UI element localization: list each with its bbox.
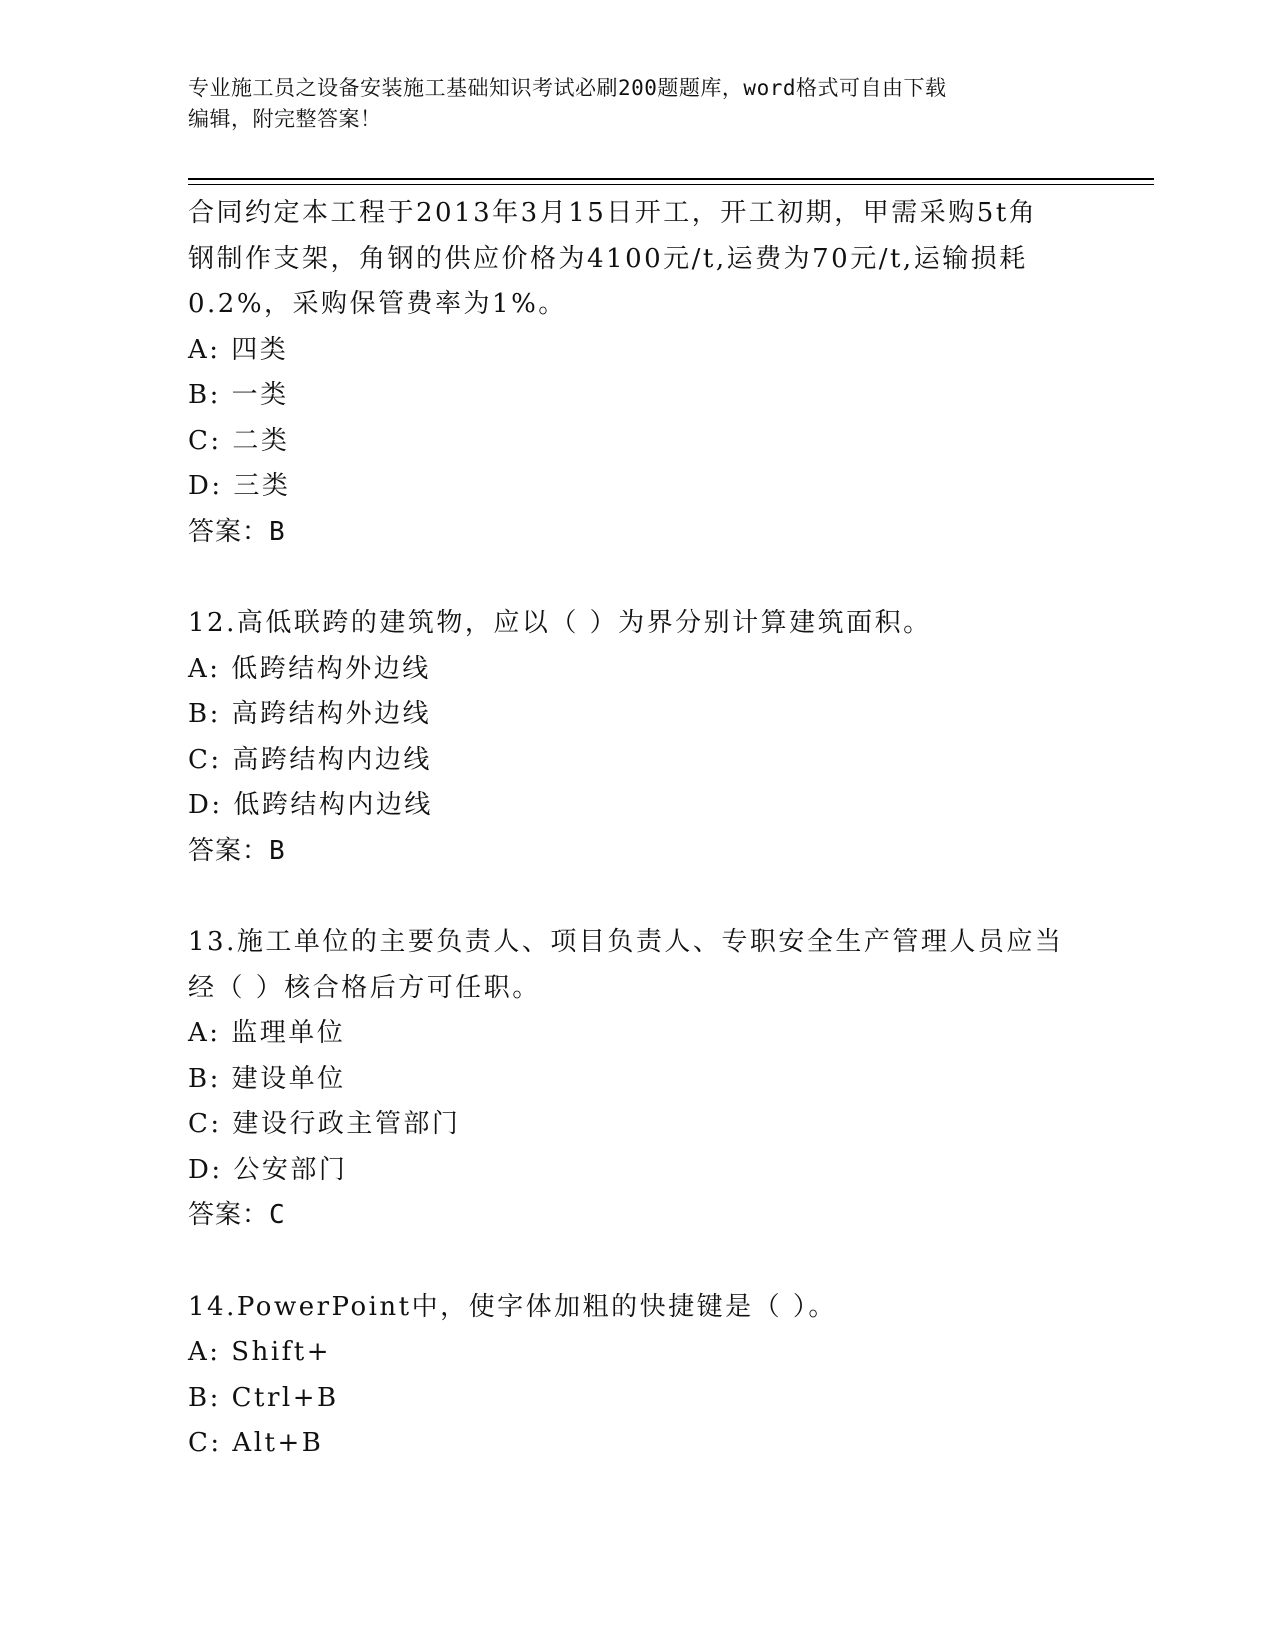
header-line-1: 专业施工员之设备安装施工基础知识考试必刷200题题库，word格式可自由下载 (188, 76, 947, 100)
question-12 (188, 601, 1088, 874)
option-c: C: Alt+B (188, 1428, 324, 1458)
question-stem: 0.2%，采购保管费率为1%。 (188, 289, 567, 319)
option-d: D: 低跨结构内边线 (188, 790, 433, 820)
option-a: A: 监理单位 (188, 1018, 346, 1048)
spacer (188, 555, 1088, 601)
option-d: D: 三类 (188, 471, 291, 501)
spacer (188, 874, 1088, 920)
answer: 答案：B (188, 835, 286, 866)
option-b: B: 高跨结构外边线 (188, 699, 432, 729)
question-stem: 钢制作支架，角钢的供应价格为4100元/t,运费为70元/t,运输损耗 (188, 243, 1028, 274)
question-14 (188, 1285, 1088, 1467)
option-c: C: 二类 (188, 425, 290, 456)
option-a: A: 低跨结构外边线 (188, 653, 431, 684)
header-line-2: 编辑，附完整答案！ (188, 107, 382, 131)
question-stem: 13.施工单位的主要负责人、项目负责人、专职安全生产管理人员应当 (188, 927, 1064, 957)
option-d: D: 公安部门 (188, 1154, 348, 1185)
option-c: C: 高跨结构内边线 (188, 744, 432, 775)
question-stem: 12.高低联跨的建筑物，应以（ ）为界分别计算建筑面积。 (188, 608, 932, 638)
document-header (188, 73, 1088, 135)
option-c: C: 建设行政主管部门 (188, 1109, 461, 1139)
question-stem: 合同约定本工程于2013年3月15日开工，开工初期，甲需采购5t角 (188, 198, 1038, 228)
question-13 (188, 920, 1088, 1239)
question-stem: 14.PowerPoint中，使字体加粗的快捷键是（ ）。 (188, 1291, 837, 1322)
document-body (188, 191, 1088, 1467)
option-b: B: 建设单位 (188, 1063, 346, 1094)
answer: 答案：B (188, 516, 286, 547)
answer: 答案：C (188, 1200, 286, 1230)
option-b: B: 一类 (188, 380, 289, 410)
spacer (188, 1239, 1088, 1285)
header-rule-thick (188, 178, 1154, 180)
question-11 (188, 191, 1088, 555)
header-rule-thin (188, 184, 1154, 185)
option-a: A: 四类 (188, 334, 289, 365)
question-stem: 经（ ）核合格后方可任职。 (188, 972, 541, 1003)
option-b: B: Ctrl+B (188, 1382, 339, 1413)
option-a: A: Shift+ (188, 1337, 332, 1367)
